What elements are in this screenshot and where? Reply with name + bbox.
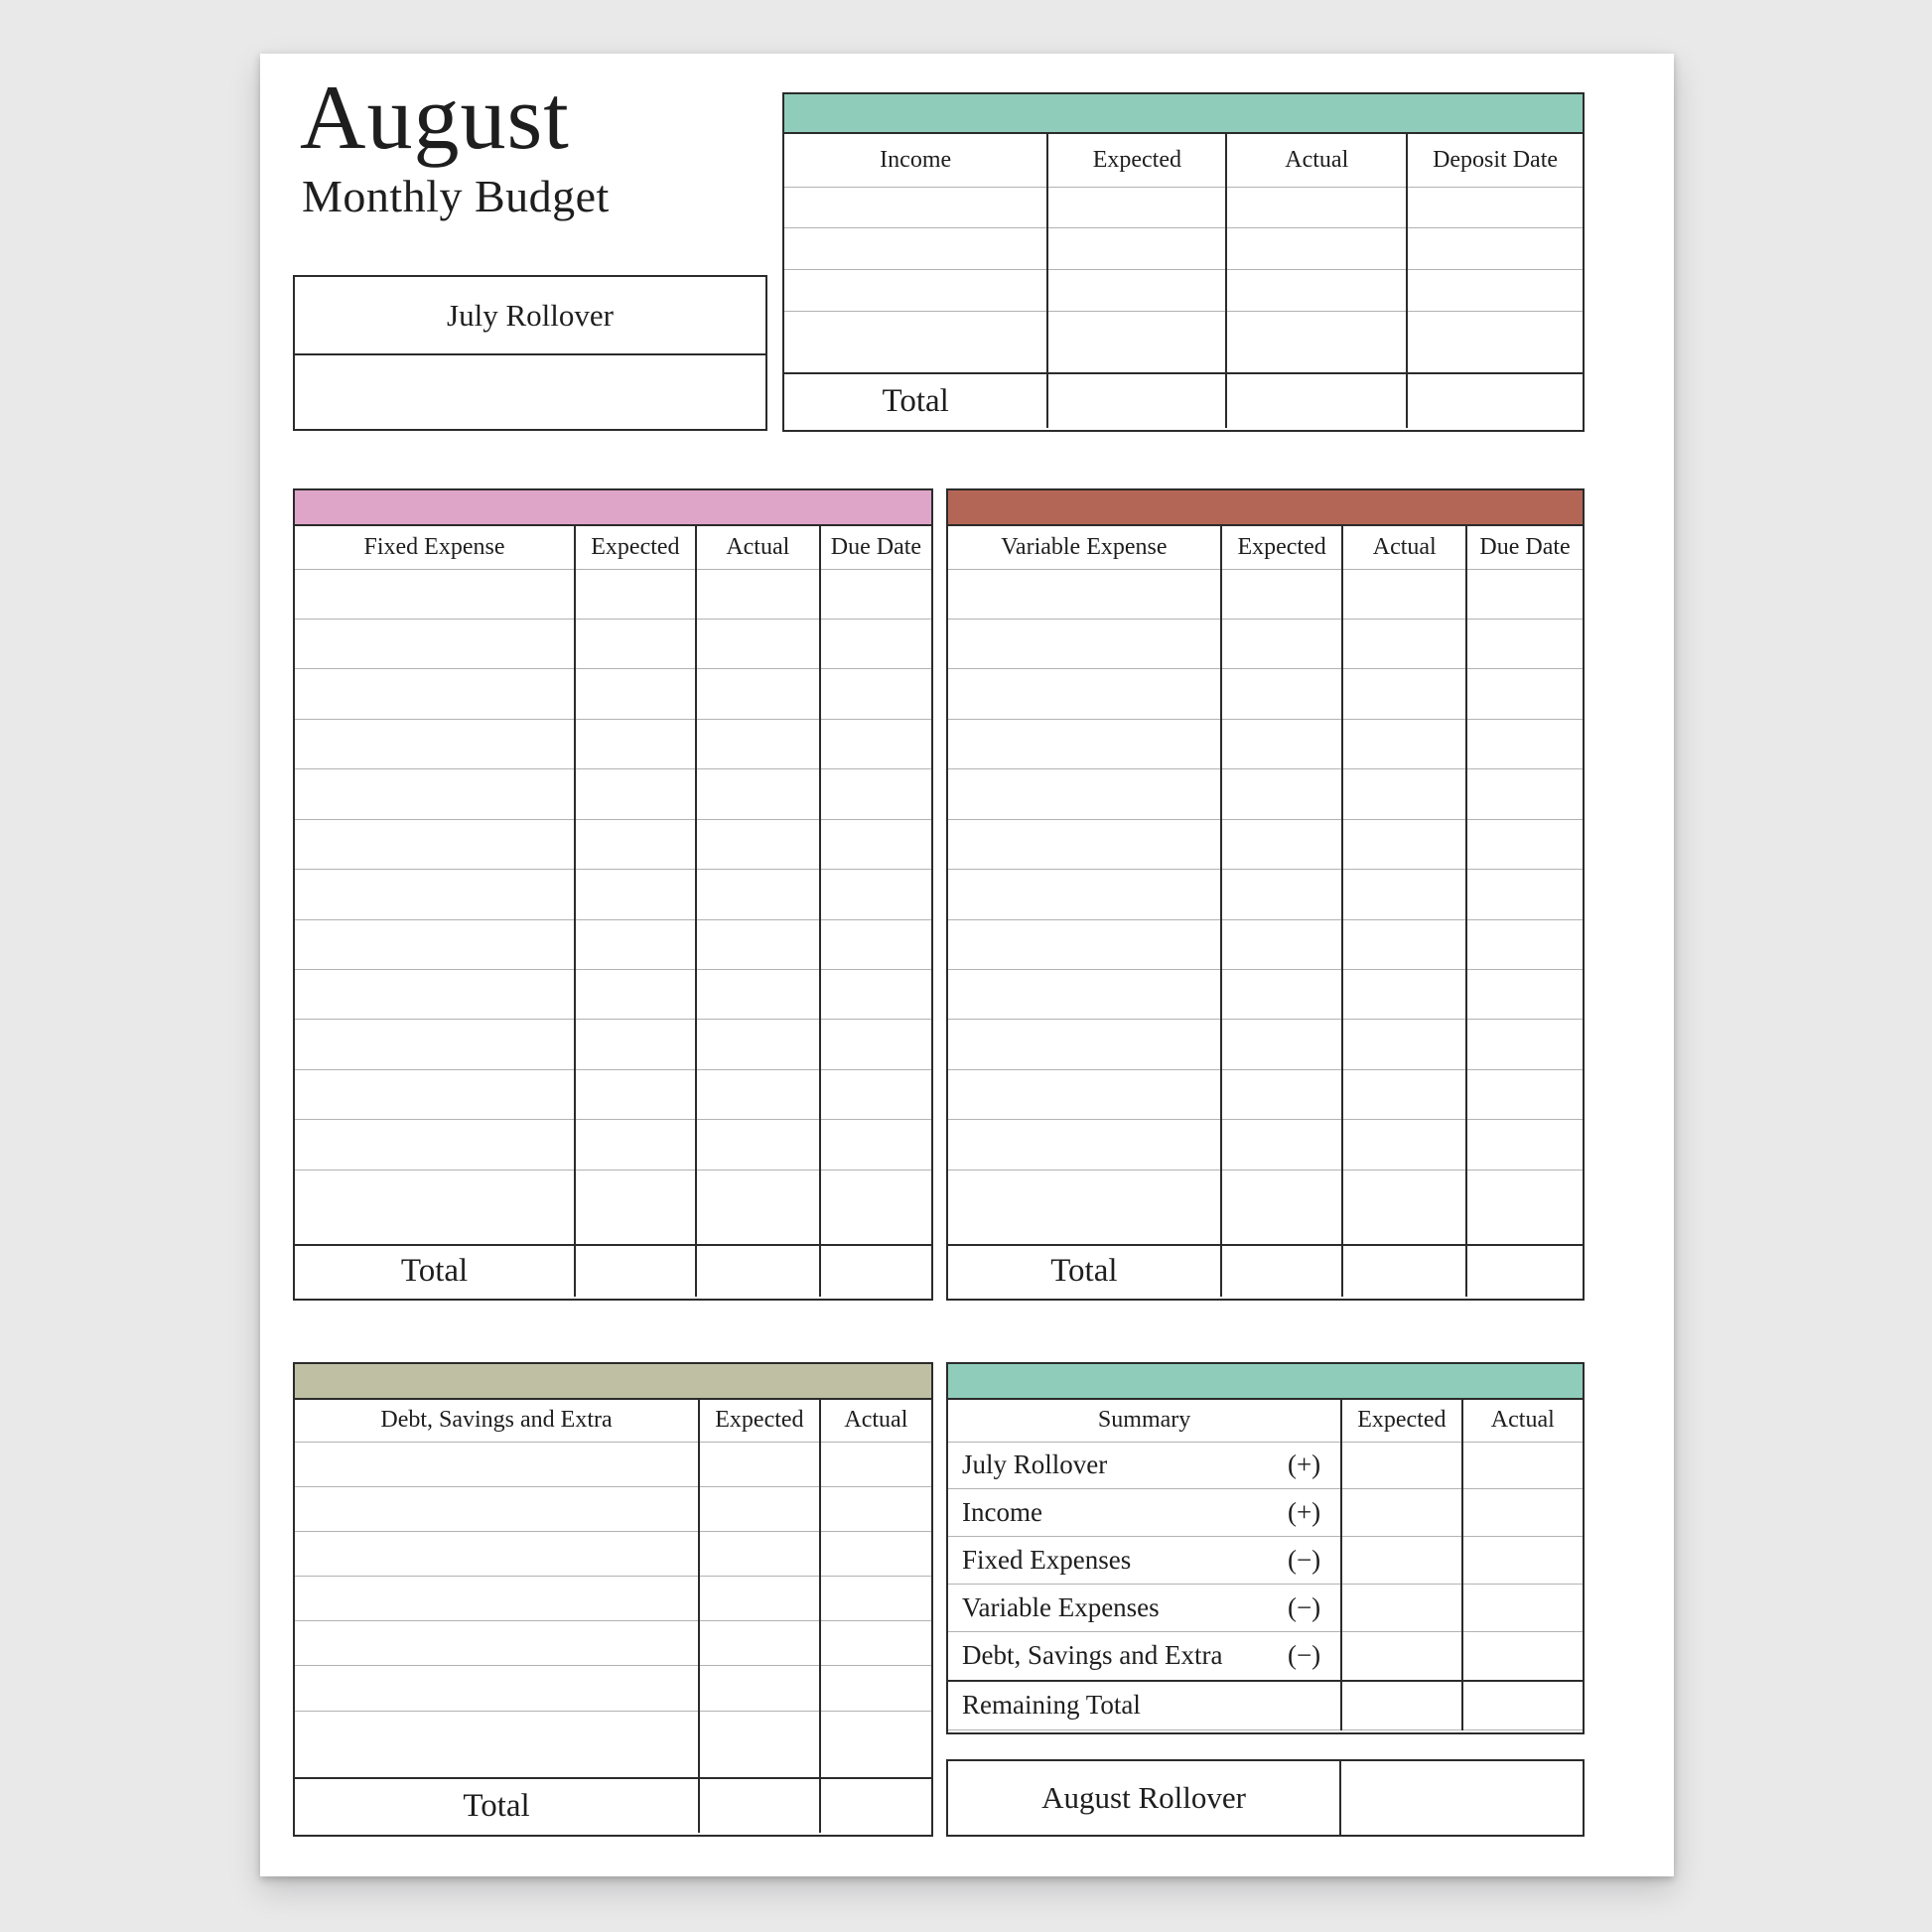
summary-row-fixed-expenses <box>948 1537 1583 1585</box>
empty-cell[interactable] <box>1466 569 1583 619</box>
summary-actual-cell[interactable] <box>1462 1537 1583 1585</box>
empty-cell[interactable] <box>1466 970 1583 1020</box>
empty-row <box>295 919 931 969</box>
fixed-expense-total-label: Total <box>295 1245 575 1297</box>
budget-page <box>260 54 1674 1876</box>
empty-cell[interactable] <box>1342 1069 1466 1119</box>
summary-label: Remaining Total <box>962 1690 1141 1721</box>
summary-label: Variable Expenses <box>962 1592 1160 1623</box>
variable-expense-header-expected: Expected <box>1221 526 1343 569</box>
empty-cell[interactable] <box>1466 1069 1583 1119</box>
empty-cell[interactable] <box>820 1069 931 1119</box>
summary-expected-cell[interactable] <box>1341 1489 1461 1537</box>
minus-sign: (−) <box>1287 1640 1321 1671</box>
empty-cell[interactable] <box>295 569 575 619</box>
empty-cell[interactable] <box>696 1069 820 1119</box>
income-total-deposit-cell[interactable] <box>1407 373 1583 428</box>
empty-cell[interactable] <box>1342 919 1466 969</box>
empty-cell[interactable] <box>820 1020 931 1069</box>
empty-cell[interactable] <box>1342 569 1466 619</box>
empty-row <box>784 311 1583 373</box>
empty-row <box>295 1577 931 1621</box>
income-total-expected-cell[interactable] <box>1047 373 1226 428</box>
empty-cell[interactable] <box>699 1531 820 1576</box>
minus-sign: (−) <box>1287 1592 1321 1623</box>
empty-cell[interactable] <box>1047 187 1226 228</box>
empty-cell[interactable] <box>1466 769 1583 819</box>
empty-cell[interactable] <box>820 970 931 1020</box>
summary-header-row <box>948 1400 1583 1442</box>
empty-cell[interactable] <box>295 919 575 969</box>
empty-cell[interactable] <box>1407 311 1583 373</box>
summary-label: Debt, Savings and Extra <box>962 1640 1223 1671</box>
empty-row <box>295 669 931 719</box>
empty-row <box>948 1120 1583 1170</box>
empty-cell[interactable] <box>575 719 696 768</box>
summary-header-expected: Expected <box>1341 1400 1461 1442</box>
empty-cell[interactable] <box>1466 719 1583 768</box>
summary-expected-cell[interactable] <box>1341 1442 1461 1489</box>
empty-cell[interactable] <box>1221 970 1343 1020</box>
fixed-expense-table <box>293 488 933 1301</box>
empty-cell[interactable] <box>784 270 1047 312</box>
income-total-row <box>784 373 1583 428</box>
empty-row <box>295 769 931 819</box>
plus-sign: (+) <box>1287 1449 1321 1480</box>
minus-sign: (−) <box>1287 1545 1321 1576</box>
empty-cell[interactable] <box>820 1621 931 1666</box>
empty-cell[interactable] <box>295 1531 699 1576</box>
august-rollover-value-cell[interactable] <box>1341 1761 1583 1835</box>
summary-label: July Rollover <box>962 1449 1108 1480</box>
empty-cell[interactable] <box>948 669 1221 719</box>
empty-cell[interactable] <box>295 1069 575 1119</box>
summary-table <box>946 1362 1585 1734</box>
debt-savings-table <box>293 1362 933 1837</box>
empty-cell[interactable] <box>820 919 931 969</box>
empty-cell[interactable] <box>1221 719 1343 768</box>
empty-row <box>295 1531 931 1576</box>
empty-cell[interactable] <box>699 1621 820 1666</box>
empty-cell[interactable] <box>295 1577 699 1621</box>
july-rollover-box <box>293 275 767 431</box>
summary-actual-cell[interactable] <box>1462 1489 1583 1537</box>
empty-cell[interactable] <box>948 569 1221 619</box>
empty-cell[interactable] <box>295 719 575 768</box>
empty-cell[interactable] <box>1342 1120 1466 1170</box>
empty-cell[interactable] <box>1221 1020 1343 1069</box>
income-total-label: Total <box>784 373 1047 428</box>
empty-cell[interactable] <box>948 919 1221 969</box>
empty-cell[interactable] <box>820 1531 931 1576</box>
empty-row <box>948 870 1583 919</box>
empty-cell[interactable] <box>575 919 696 969</box>
empty-cell[interactable] <box>295 1666 699 1711</box>
fixed-expense-header-name: Fixed Expense <box>295 526 575 569</box>
summary-header-summary: Summary <box>948 1400 1341 1442</box>
empty-row <box>948 1069 1583 1119</box>
empty-cell[interactable] <box>295 970 575 1020</box>
variable-expense-color-bar <box>948 490 1583 526</box>
empty-cell[interactable] <box>1407 270 1583 312</box>
fixed-expense-header-row <box>295 526 931 569</box>
empty-row <box>948 669 1583 719</box>
summary-label: Fixed Expenses <box>962 1545 1132 1576</box>
empty-cell[interactable] <box>1221 769 1343 819</box>
empty-cell[interactable] <box>696 1020 820 1069</box>
summary-row-income <box>948 1489 1583 1537</box>
empty-cell[interactable] <box>295 1120 575 1170</box>
debt-savings-total-row <box>295 1778 931 1833</box>
empty-cell[interactable] <box>1221 819 1343 869</box>
empty-row <box>295 719 931 768</box>
empty-cell[interactable] <box>948 719 1221 768</box>
empty-cell[interactable] <box>575 1020 696 1069</box>
empty-row <box>295 1486 931 1531</box>
empty-cell[interactable] <box>820 569 931 619</box>
empty-cell[interactable] <box>1226 187 1407 228</box>
empty-row <box>295 1711 931 1778</box>
empty-row <box>295 870 931 919</box>
variable-expense-total-due-cell[interactable] <box>1466 1245 1583 1297</box>
income-header-row <box>784 134 1583 187</box>
empty-cell[interactable] <box>295 1711 699 1778</box>
variable-expense-header-actual: Actual <box>1342 526 1466 569</box>
empty-cell[interactable] <box>295 619 575 668</box>
summary-actual-cell[interactable] <box>1462 1632 1583 1681</box>
empty-cell[interactable] <box>575 1069 696 1119</box>
empty-cell[interactable] <box>820 619 931 668</box>
empty-row <box>948 1020 1583 1069</box>
empty-cell[interactable] <box>1342 669 1466 719</box>
empty-cell[interactable] <box>784 228 1047 270</box>
summary-expected-cell[interactable] <box>1341 1537 1461 1585</box>
empty-cell[interactable] <box>820 1442 931 1486</box>
empty-cell[interactable] <box>1047 228 1226 270</box>
empty-row <box>295 1120 931 1170</box>
empty-cell[interactable] <box>820 669 931 719</box>
summary-expected-cell[interactable] <box>1341 1585 1461 1632</box>
empty-cell[interactable] <box>575 619 696 668</box>
empty-cell[interactable] <box>699 1577 820 1621</box>
empty-cell[interactable] <box>1342 1170 1466 1245</box>
empty-cell[interactable] <box>295 1621 699 1666</box>
empty-cell[interactable] <box>820 769 931 819</box>
summary-color-bar <box>948 1364 1583 1400</box>
empty-cell[interactable] <box>1466 1020 1583 1069</box>
fixed-expense-header-expected: Expected <box>575 526 696 569</box>
empty-cell[interactable] <box>1342 719 1466 768</box>
empty-cell[interactable] <box>1226 311 1407 373</box>
empty-row <box>295 569 931 619</box>
empty-cell[interactable] <box>1047 270 1226 312</box>
empty-cell[interactable] <box>696 819 820 869</box>
empty-cell[interactable] <box>1221 619 1343 668</box>
summary-actual-cell[interactable] <box>1462 1442 1583 1489</box>
empty-cell[interactable] <box>295 1170 575 1245</box>
empty-cell[interactable] <box>696 1120 820 1170</box>
empty-cell[interactable] <box>1466 919 1583 969</box>
summary-actual-cell[interactable] <box>1462 1585 1583 1632</box>
empty-cell[interactable] <box>948 870 1221 919</box>
summary-expected-cell[interactable] <box>1341 1632 1461 1681</box>
empty-cell[interactable] <box>699 1442 820 1486</box>
variable-expense-total-row <box>948 1245 1583 1297</box>
empty-cell[interactable] <box>1466 1120 1583 1170</box>
empty-cell[interactable] <box>820 1711 931 1778</box>
august-rollover-label: August Rollover <box>948 1761 1341 1835</box>
variable-expense-header-due-date: Due Date <box>1466 526 1583 569</box>
fixed-expense-header-due-date: Due Date <box>820 526 931 569</box>
debt-savings-header-actual: Actual <box>820 1400 931 1442</box>
empty-cell[interactable] <box>1466 870 1583 919</box>
variable-expense-table <box>946 488 1585 1301</box>
empty-cell[interactable] <box>1221 1069 1343 1119</box>
debt-savings-header-name: Debt, Savings and Extra <box>295 1400 699 1442</box>
summary-row-july-rollover <box>948 1442 1583 1489</box>
debt-savings-total-label: Total <box>295 1778 699 1833</box>
empty-cell[interactable] <box>1221 669 1343 719</box>
empty-row <box>295 1069 931 1119</box>
empty-cell[interactable] <box>575 569 696 619</box>
empty-row <box>948 619 1583 668</box>
income-color-bar <box>784 94 1583 134</box>
empty-cell[interactable] <box>295 669 575 719</box>
empty-row <box>295 619 931 668</box>
empty-cell[interactable] <box>1342 619 1466 668</box>
empty-cell[interactable] <box>1047 311 1226 373</box>
plus-sign: (+) <box>1287 1497 1321 1528</box>
empty-row <box>295 819 931 869</box>
empty-row <box>784 270 1583 312</box>
variable-expense-total-expected-cell[interactable] <box>1221 1245 1343 1297</box>
debt-savings-header-row <box>295 1400 931 1442</box>
empty-row <box>948 769 1583 819</box>
empty-cell[interactable] <box>1221 919 1343 969</box>
empty-cell[interactable] <box>1466 619 1583 668</box>
empty-cell[interactable] <box>820 1486 931 1531</box>
empty-cell[interactable] <box>1226 270 1407 312</box>
income-header-deposit-date: Deposit Date <box>1407 134 1583 187</box>
empty-cell[interactable] <box>575 669 696 719</box>
july-rollover-value-cell[interactable] <box>295 355 765 429</box>
empty-cell[interactable] <box>1407 228 1583 270</box>
empty-cell[interactable] <box>1342 769 1466 819</box>
summary-row-debt-savings <box>948 1632 1583 1681</box>
empty-cell[interactable] <box>948 970 1221 1020</box>
empty-row <box>295 1666 931 1711</box>
empty-cell[interactable] <box>295 1020 575 1069</box>
empty-cell[interactable] <box>1342 1020 1466 1069</box>
variable-expense-total-actual-cell[interactable] <box>1342 1245 1466 1297</box>
empty-cell[interactable] <box>696 970 820 1020</box>
empty-cell[interactable] <box>820 1170 931 1245</box>
summary-header-actual: Actual <box>1462 1400 1583 1442</box>
empty-cell[interactable] <box>295 769 575 819</box>
debt-savings-header-expected: Expected <box>699 1400 820 1442</box>
summary-label: Income <box>962 1497 1042 1528</box>
august-rollover-box <box>946 1759 1585 1837</box>
title-block <box>300 69 610 221</box>
empty-cell[interactable] <box>948 819 1221 869</box>
summary-row-remaining-total <box>948 1681 1583 1730</box>
empty-cell[interactable] <box>1466 1170 1583 1245</box>
empty-row <box>948 970 1583 1020</box>
empty-cell[interactable] <box>696 569 820 619</box>
empty-cell[interactable] <box>948 1020 1221 1069</box>
empty-cell[interactable] <box>820 870 931 919</box>
empty-cell[interactable] <box>820 1666 931 1711</box>
summary-row-variable-expenses <box>948 1585 1583 1632</box>
fixed-expense-total-expected-cell[interactable] <box>575 1245 696 1297</box>
empty-row <box>948 1170 1583 1245</box>
empty-cell[interactable] <box>295 819 575 869</box>
fixed-expense-header-actual: Actual <box>696 526 820 569</box>
empty-cell[interactable] <box>948 1170 1221 1245</box>
empty-cell[interactable] <box>699 1711 820 1778</box>
fixed-expense-color-bar <box>295 490 931 526</box>
empty-cell[interactable] <box>295 870 575 919</box>
variable-expense-header-name: Variable Expense <box>948 526 1221 569</box>
empty-cell[interactable] <box>295 1442 699 1486</box>
empty-cell[interactable] <box>1342 870 1466 919</box>
empty-row <box>948 719 1583 768</box>
variable-expense-total-label: Total <box>948 1245 1221 1297</box>
empty-cell[interactable] <box>696 669 820 719</box>
month-title: August <box>300 67 570 168</box>
empty-cell[interactable] <box>696 769 820 819</box>
income-table <box>782 92 1585 432</box>
empty-cell[interactable] <box>1466 669 1583 719</box>
summary-actual-cell[interactable] <box>1462 1681 1583 1730</box>
empty-cell[interactable] <box>948 1069 1221 1119</box>
empty-cell[interactable] <box>575 1170 696 1245</box>
fixed-expense-total-actual-cell[interactable] <box>696 1245 820 1297</box>
empty-cell[interactable] <box>575 870 696 919</box>
empty-cell[interactable] <box>1221 1170 1343 1245</box>
income-header-expected: Expected <box>1047 134 1226 187</box>
empty-cell[interactable] <box>784 311 1047 373</box>
empty-row <box>948 569 1583 619</box>
empty-cell[interactable] <box>948 619 1221 668</box>
debt-savings-color-bar <box>295 1364 931 1400</box>
july-rollover-label: July Rollover <box>295 277 765 355</box>
empty-cell[interactable] <box>948 1120 1221 1170</box>
empty-cell[interactable] <box>948 769 1221 819</box>
summary-expected-cell[interactable] <box>1341 1681 1461 1730</box>
empty-cell[interactable] <box>1342 819 1466 869</box>
empty-row <box>295 1170 931 1245</box>
empty-cell[interactable] <box>1342 970 1466 1020</box>
empty-row <box>784 228 1583 270</box>
empty-cell[interactable] <box>1466 819 1583 869</box>
empty-cell[interactable] <box>699 1666 820 1711</box>
income-header-income: Income <box>784 134 1047 187</box>
empty-cell[interactable] <box>820 719 931 768</box>
fixed-expense-total-row <box>295 1245 931 1297</box>
empty-cell[interactable] <box>820 1577 931 1621</box>
debt-savings-total-expected-cell[interactable] <box>699 1778 820 1833</box>
empty-cell[interactable] <box>575 1120 696 1170</box>
empty-cell[interactable] <box>699 1486 820 1531</box>
empty-row <box>784 187 1583 228</box>
empty-cell[interactable] <box>784 187 1047 228</box>
debt-savings-total-actual-cell[interactable] <box>820 1778 931 1833</box>
variable-expense-header-row <box>948 526 1583 569</box>
empty-cell[interactable] <box>696 619 820 668</box>
empty-row <box>295 1442 931 1486</box>
empty-cell[interactable] <box>696 1170 820 1245</box>
empty-row <box>295 970 931 1020</box>
income-total-actual-cell[interactable] <box>1226 373 1407 428</box>
empty-row <box>295 1621 931 1666</box>
empty-cell[interactable] <box>696 719 820 768</box>
empty-cell[interactable] <box>820 819 931 869</box>
empty-row <box>295 1020 931 1069</box>
empty-row <box>948 919 1583 969</box>
income-header-actual: Actual <box>1226 134 1407 187</box>
empty-cell[interactable] <box>1221 870 1343 919</box>
empty-cell[interactable] <box>575 970 696 1020</box>
empty-cell[interactable] <box>575 769 696 819</box>
empty-cell[interactable] <box>1221 569 1343 619</box>
fixed-expense-total-due-cell[interactable] <box>820 1245 931 1297</box>
empty-cell[interactable] <box>575 819 696 869</box>
empty-cell[interactable] <box>1407 187 1583 228</box>
empty-row <box>948 819 1583 869</box>
empty-cell[interactable] <box>696 919 820 969</box>
empty-cell[interactable] <box>696 870 820 919</box>
empty-cell[interactable] <box>1221 1120 1343 1170</box>
empty-cell[interactable] <box>1226 228 1407 270</box>
page-subtitle: Monthly Budget <box>302 170 610 221</box>
empty-cell[interactable] <box>820 1120 931 1170</box>
empty-cell[interactable] <box>295 1486 699 1531</box>
